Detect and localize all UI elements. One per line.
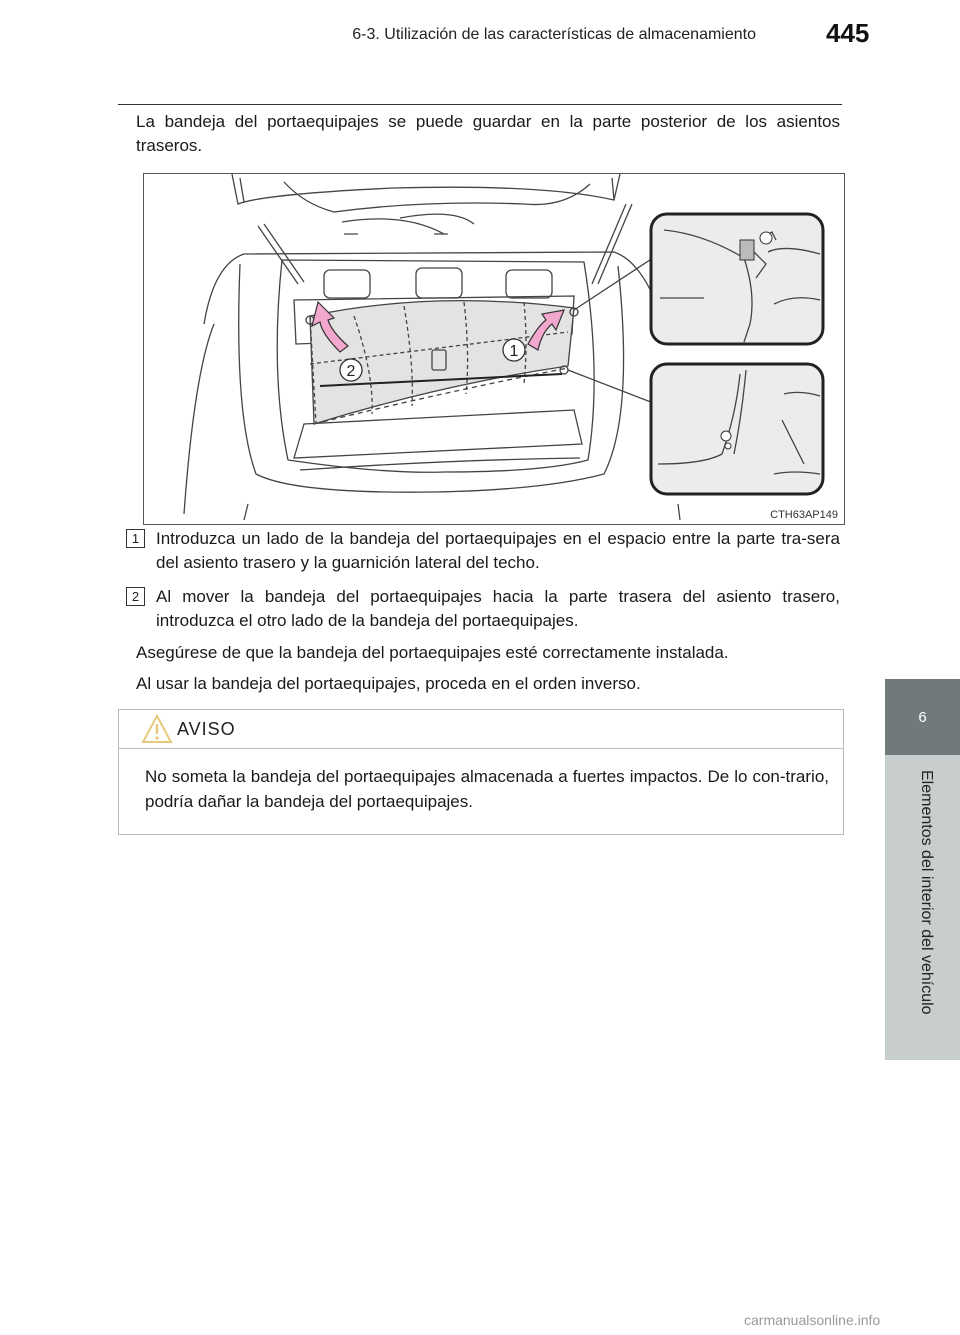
page-number: 445	[826, 18, 870, 48]
chapter-title: Elementos del interior del vehículo	[918, 770, 935, 1015]
step-2-text: Al mover la bandeja del portaequipajes hacia la parte trasera del asiento trasero, introduzca el otro lado de la bandeja del portaequipajes.	[156, 587, 840, 630]
watermark: carmanualsonline.info	[744, 1312, 881, 1328]
intro-paragraph: La bandeja del portaequipajes se puede guardar en la parte posterior de los asientos traseros.	[136, 112, 840, 155]
warning-triangle-icon	[141, 714, 173, 744]
figure-code: CTH63AP149	[770, 509, 838, 521]
callout-1: 1	[509, 343, 519, 360]
detail-inset-lower	[651, 364, 823, 494]
detail-inset-upper	[651, 214, 823, 344]
trunk-illustration	[144, 174, 844, 524]
step-2-badge: 2	[126, 587, 145, 606]
warning-box	[118, 709, 844, 835]
warning-text: No someta la bandeja del portaequipajes almacenada a fuertes impactos. De lo con-trario, podría dañar la bandeja del portaequipajes.	[145, 767, 829, 811]
note-installed: Asegúrese de que la bandeja del portaequipajes esté correctamente instalada.	[136, 643, 729, 662]
callout-2: 2	[346, 363, 356, 380]
warning-header	[119, 710, 843, 749]
step-1-text: Introduzca un lado de la bandeja del portaequipajes en el espacio entre la parte tra-sera del asiento trasero y la guarnición lateral del techo.	[156, 529, 840, 572]
warning-title: AVISO	[177, 719, 236, 739]
chapter-tab	[885, 679, 960, 755]
step-1-badge: 1	[126, 529, 145, 548]
header-divider	[118, 104, 842, 105]
section-title: 6-3. Utilización de las características de almacenamiento	[352, 26, 756, 43]
chapter-number: 6	[918, 708, 927, 726]
note-reverse-order: Al usar la bandeja del portaequipajes, proceda en el orden inverso.	[136, 674, 641, 693]
figure-illustration	[143, 173, 845, 525]
